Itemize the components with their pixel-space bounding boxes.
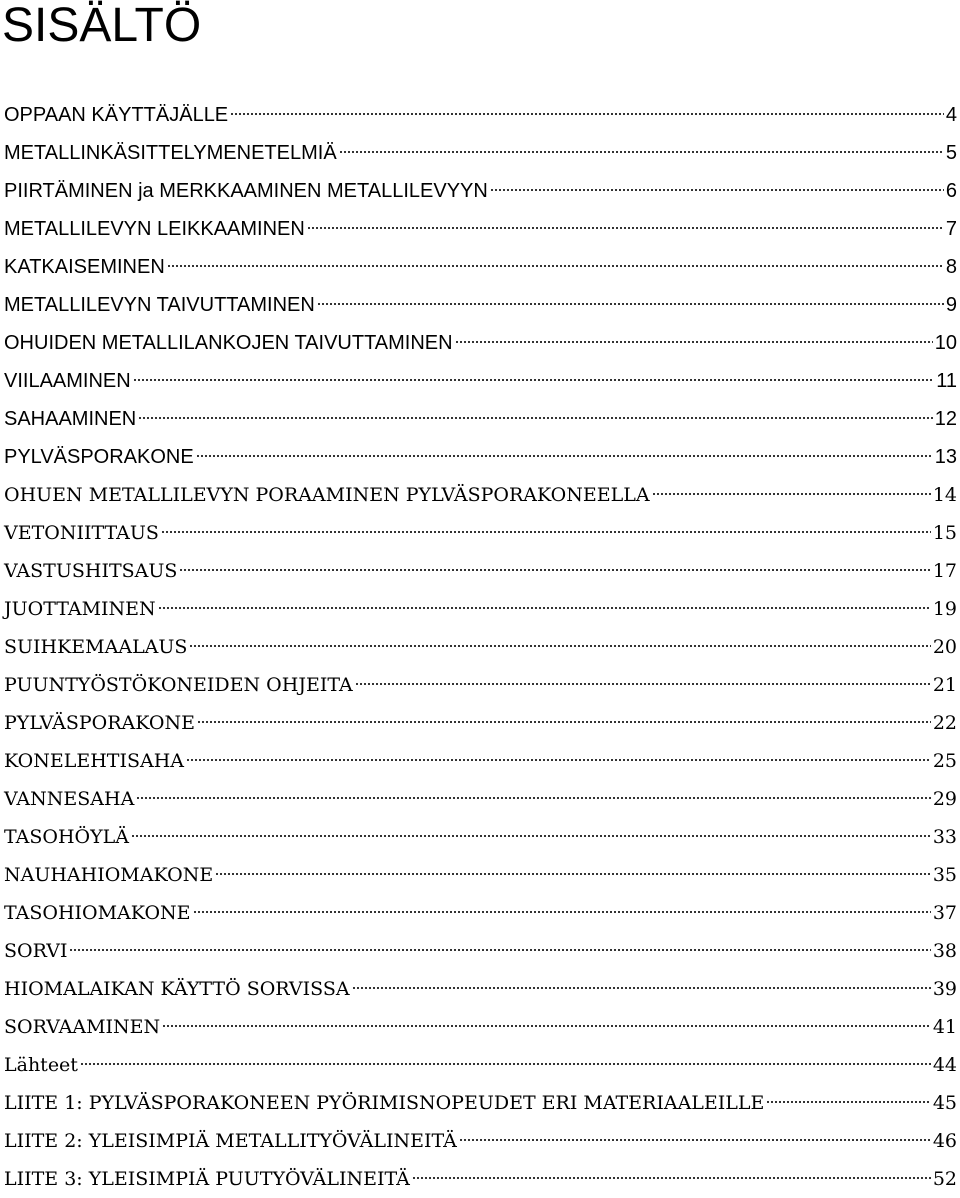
toc-entry-page: 39 [932, 978, 957, 1000]
toc-entry-page: 25 [932, 750, 957, 772]
toc-entry-page: 45 [932, 1092, 957, 1114]
toc-entry-page: 44 [932, 1054, 957, 1076]
toc-entry-page: 17 [932, 560, 957, 582]
dot-leader [455, 341, 933, 343]
toc-entry-title: VIILAAMINEN [4, 370, 131, 392]
toc-entry-title: PYLVÄSPORAKONE [4, 712, 196, 734]
toc-entry[interactable] [4, 932, 957, 970]
toc-entry[interactable] [4, 666, 957, 704]
toc-entry-title: SORVI [4, 940, 68, 962]
toc-entry[interactable] [4, 970, 957, 1008]
toc-entry[interactable] [4, 134, 957, 172]
toc-entry-page: 10 [934, 332, 957, 354]
dot-leader [131, 835, 931, 837]
toc-entry-page: 8 [945, 256, 957, 278]
toc-entry-title: NAUHAHIOMAKONE [4, 864, 214, 886]
toc-entry[interactable] [4, 324, 957, 362]
toc-entry[interactable] [4, 362, 957, 400]
toc-entry-title: VETONIITTAUS [4, 522, 159, 544]
toc-entry-page: 14 [932, 484, 957, 506]
toc-entry-page: 41 [932, 1016, 957, 1038]
dot-leader [197, 721, 931, 723]
dot-leader [230, 113, 944, 115]
toc-entry-title: METALLILEVYN TAIVUTTAMINEN [4, 294, 315, 316]
toc-entry-title: Lähteet [4, 1054, 78, 1076]
toc-entry-page: 5 [945, 142, 957, 164]
toc-entry-page: 12 [934, 408, 957, 430]
dot-leader [459, 1139, 931, 1141]
toc-entry[interactable] [4, 400, 957, 438]
dot-leader [412, 1177, 931, 1179]
toc-entry[interactable] [4, 1046, 957, 1084]
dot-leader [339, 151, 944, 153]
toc-entry[interactable] [4, 514, 957, 552]
toc-entry-page: 4 [945, 104, 957, 126]
toc-entry-title: PIIRTÄMINEN ja MERKKAAMINEN METALLILEVYYN [4, 180, 488, 202]
toc-entry-title: PUUNTYÖSTÖKONEIDEN OHJEITA [4, 674, 353, 696]
toc-entry-title: PYLVÄSPORAKONE [4, 446, 194, 468]
toc-entry[interactable] [4, 742, 957, 780]
toc-entry[interactable] [4, 96, 957, 134]
toc-entry[interactable] [4, 1160, 957, 1198]
dot-leader [158, 607, 931, 609]
toc-entry-title: LIITE 1: PYLVÄSPORAKONEEN PYÖRIMISNOPEUDET ERI MATERIAALEILLE [4, 1092, 765, 1114]
toc-entry-title: TASOHÖYLÄ [4, 826, 129, 848]
toc-entry-title: LIITE 2: YLEISIMPIÄ METALLITYÖVÄLINEITÄ [4, 1130, 457, 1152]
toc-entry[interactable] [4, 590, 957, 628]
toc-entry-title: OHUEN METALLILEVYN PORAAMINEN PYLVÄSPORAKONEELLA [4, 484, 650, 506]
dot-leader [307, 227, 944, 229]
dot-leader [133, 379, 935, 381]
toc-entry[interactable] [4, 1122, 957, 1160]
toc-entry-title: SAHAAMINEN [4, 408, 137, 430]
toc-entry-title: SORVAAMINEN [4, 1016, 161, 1038]
dot-leader [490, 189, 944, 191]
toc-entry-page: 20 [932, 636, 957, 658]
toc-entry-page: 33 [932, 826, 957, 848]
toc-entry[interactable] [4, 172, 957, 210]
toc-entry[interactable] [4, 552, 957, 590]
toc-entry-page: 37 [932, 902, 957, 924]
toc-entry-title: KONELEHTISAHA [4, 750, 185, 772]
dot-leader [138, 417, 933, 419]
toc-entry-title: LIITE 3: YLEISIMPIÄ PUUTYÖVÄLINEITÄ [4, 1168, 410, 1190]
toc-entry-title: VANNESAHA [4, 788, 135, 810]
toc-entry-title: METALLILEVYN LEIKKAAMINEN [4, 218, 305, 240]
toc-entry-title: HIOMALAIKAN KÄYTTÖ SORVISSA [4, 978, 350, 1000]
dot-leader [355, 683, 931, 685]
toc-entry-page: 52 [932, 1168, 957, 1190]
toc-entry[interactable] [4, 476, 957, 514]
dot-leader [136, 797, 931, 799]
toc-entry[interactable] [4, 286, 957, 324]
toc-entry[interactable] [4, 704, 957, 742]
toc-entry-page: 13 [934, 446, 957, 468]
toc-entry-title: OHUIDEN METALLILANKOJEN TAIVUTTAMINEN [4, 332, 453, 354]
toc-entry[interactable] [4, 210, 957, 248]
toc-entry[interactable] [4, 894, 957, 932]
toc-entry[interactable] [4, 818, 957, 856]
toc-entry-page: 11 [936, 370, 957, 392]
toc-entry[interactable] [4, 856, 957, 894]
dot-leader [161, 531, 931, 533]
toc-entry-page: 38 [932, 940, 957, 962]
toc-entry-title: KATKAISEMINEN [4, 256, 165, 278]
toc-entry-page: 19 [932, 598, 957, 620]
toc-entry-title: OPPAAN KÄYTTÄJÄLLE [4, 104, 229, 126]
dot-leader [317, 303, 944, 305]
toc-entry[interactable] [4, 1084, 957, 1122]
dot-leader [193, 911, 931, 913]
toc-entry-page: 22 [932, 712, 957, 734]
dot-leader [766, 1101, 930, 1103]
toc-entry-title: TASOHIOMAKONE [4, 902, 191, 924]
dot-leader [69, 949, 930, 951]
toc-entry-page: 6 [945, 180, 957, 202]
toc-entry-title: SUIHKEMAALAUS [4, 636, 188, 658]
toc-entry-title: JUOTTAMINEN [4, 598, 156, 620]
table-of-contents [4, 96, 957, 1198]
dot-leader [162, 1025, 931, 1027]
toc-entry[interactable] [4, 780, 957, 818]
dot-leader [179, 569, 930, 571]
dot-leader [215, 873, 931, 875]
dot-leader [196, 455, 933, 457]
dot-leader [189, 645, 930, 647]
toc-entry-page: 7 [945, 218, 957, 240]
dot-leader [167, 265, 944, 267]
toc-entry[interactable] [4, 438, 957, 476]
toc-entry[interactable] [4, 1008, 957, 1046]
page-title: SISÄLTÖ [2, 0, 202, 52]
toc-entry-page: 15 [932, 522, 957, 544]
dot-leader [186, 759, 931, 761]
toc-entry-page: 46 [932, 1130, 957, 1152]
toc-entry-title: VASTUSHITSAUS [4, 560, 178, 582]
toc-entry-page: 35 [932, 864, 957, 886]
toc-entry-title: METALLINKÄSITTELYMENETELMIÄ [4, 142, 337, 164]
dot-leader [352, 987, 931, 989]
toc-entry[interactable] [4, 248, 957, 286]
dot-leader [80, 1063, 931, 1065]
dot-leader [652, 493, 931, 495]
toc-entry-page: 21 [932, 674, 957, 696]
toc-entry-page: 9 [945, 294, 957, 316]
toc-entry[interactable] [4, 628, 957, 666]
toc-entry-page: 29 [932, 788, 957, 810]
